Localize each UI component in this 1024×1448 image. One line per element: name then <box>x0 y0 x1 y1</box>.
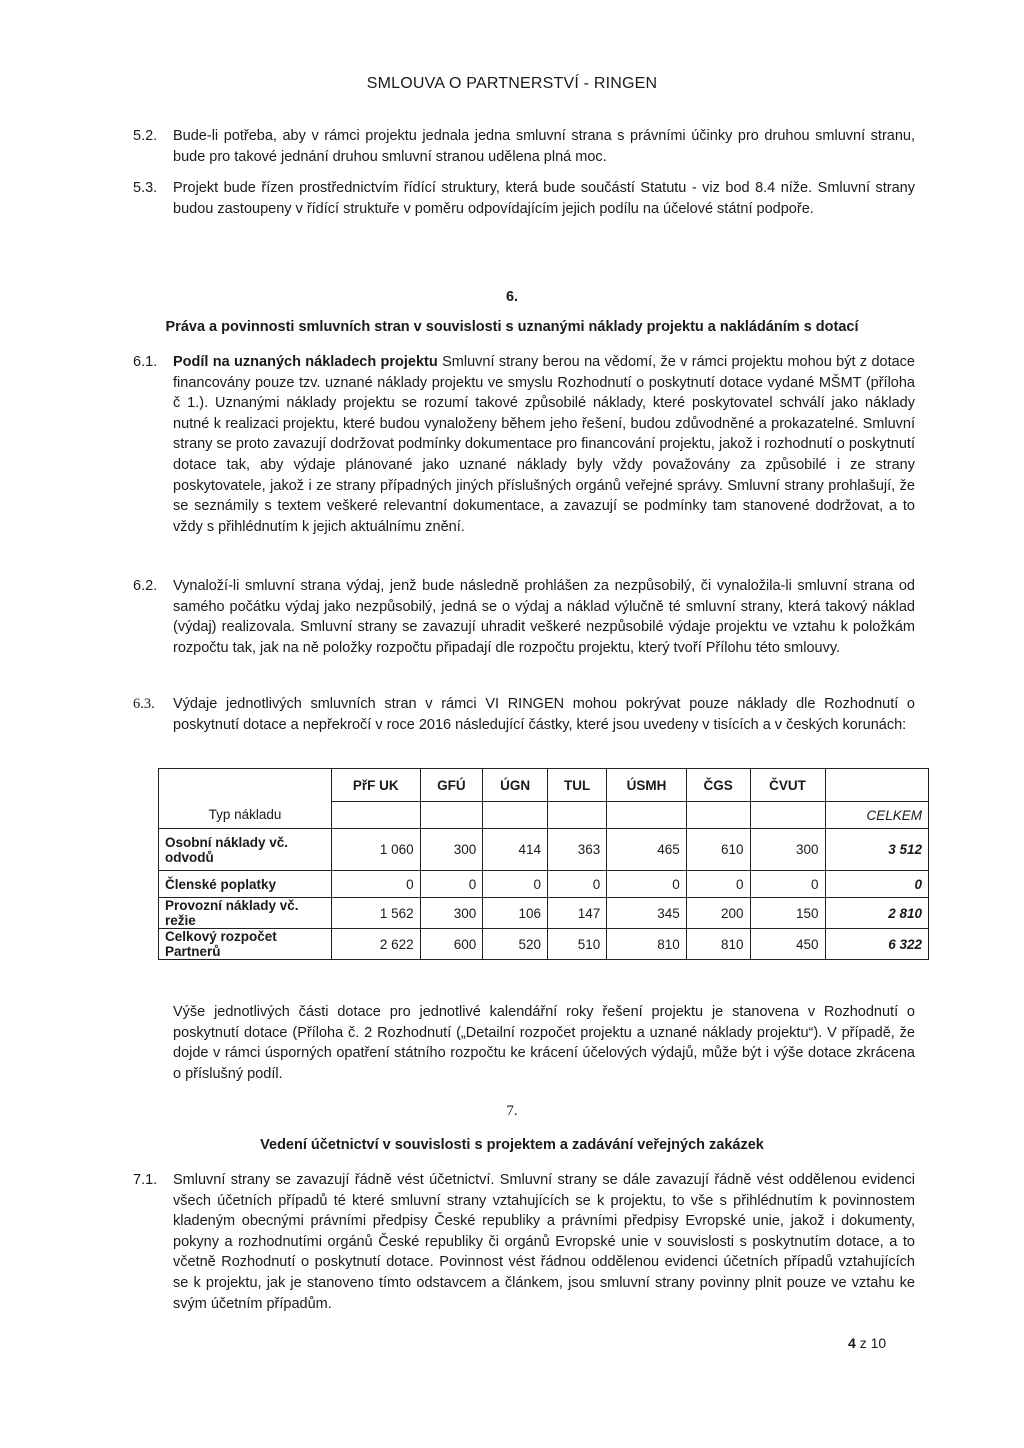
clause-text <box>173 352 915 537</box>
cell: 0 <box>420 871 483 898</box>
cell: 465 <box>607 829 687 871</box>
row-total: 6 322 <box>825 929 928 960</box>
column-header: ÚGN <box>483 769 548 802</box>
cell: 300 <box>420 898 483 929</box>
cell: 0 <box>483 871 548 898</box>
table-corner <box>159 769 332 802</box>
clause-text: Vynaloží-li smluvní strana výdaj, jenž bude následně prohlášen za nezpůsobilý, či vynaložila-li smluvní strana od samého počátku výdaj jako nezpůsobilý, jedná se o výdaj a náklad výlučně té smluvní strany, která takový náklad (výdaj) realizovala. Smluvní strany se zavazují uhradit veškeré nezpůsobilé výdaje projektu ve vztahu k položkám rozpočtu tak, jak na ně položky rozpočtu připadají dle rozpočtu projektu, který tvoří Přílohu této smlouvy. <box>173 578 915 656</box>
cell: 150 <box>750 898 825 929</box>
cell: 414 <box>483 829 548 871</box>
after-table-paragraph <box>173 1002 915 1084</box>
column-header: GFÚ <box>420 769 483 802</box>
cell: 0 <box>750 871 825 898</box>
cell: 300 <box>750 829 825 871</box>
table-header-row <box>159 769 929 802</box>
row-label: Celkový rozpočet Partnerů <box>159 929 332 960</box>
clause-number: 6.1. <box>133 354 158 370</box>
section-6-number: 6. <box>505 289 519 305</box>
page-header: SMLOUVA O PARTNERSTVÍ - RINGEN <box>366 75 658 92</box>
row-label: Členské poplatky <box>159 871 332 898</box>
cell: 600 <box>420 929 483 960</box>
cell: 300 <box>420 829 483 871</box>
clause-number: 7.1. <box>133 1172 158 1188</box>
table-row <box>159 829 929 871</box>
column-header: ÚSMH <box>607 769 687 802</box>
row-label: Provozní náklady vč. režie <box>159 898 332 929</box>
column-header: ČVUT <box>750 769 825 802</box>
cell: 200 <box>686 898 750 929</box>
clause-number: 5.3. <box>133 180 158 196</box>
row-total: 0 <box>825 871 928 898</box>
cell: 510 <box>548 929 607 960</box>
cell: 147 <box>548 898 607 929</box>
cell: 520 <box>483 929 548 960</box>
paragraph-text: Výše jednotlivých části dotace pro jednotlivé kalendářní roky řešení projektu je stanovena v Rozhodnutí o poskytnutí dotace (Příloha č. 2 Rozhodnutí („Detailní rozpočet projektu a uznané náklady projektu“). V případě, že dojde v rámci úsporných opatření státního rozpočtu ke krácení účelových výdajů, může být i výše dotace zkrácena o příslušný podíl. <box>173 1004 915 1082</box>
clause-text: Bude-li potřeba, aby v rámci projektu jednala jedna smluvní strana s právními účinky pro druhou smluvní stranu, bude pro takové jednání druhou smluvní stranou udělena plná moc. <box>173 128 915 165</box>
row-label: Osobní náklady vč. odvodů <box>159 829 332 871</box>
cell: 363 <box>548 829 607 871</box>
cell: 0 <box>332 871 421 898</box>
cell: 450 <box>750 929 825 960</box>
column-header: TUL <box>548 769 607 802</box>
page-total: z 10 <box>859 1335 887 1351</box>
clause-body: Smluvní strany berou na vědomí, že v rámci projektu mohou být z dotace financovány pouze tzv. uznané náklady projektu ve smyslu Rozhodnutí o poskytnutí dotace vydané MŠMT (příloha č 1.). Uznanými náklady projektu se rozumí takové způsobilé náklady, které poskytovatel schválí jako náklady nutné k realizaci projektu, které budou vynaloženy během jeho řešení, budou zdůvodněné a prokazatelné. Smluvní strany se proto zavazují dodržovat podmínky dokumentace pro financování projektu, jakož i rozhodnutí o poskytnutí dotace tak, aby výdaje plánované jako uznané náklady byly vždy považovány za způsobilé i ze strany poskytovatele, jakož i ze strany případných jiných příslušných orgánů veřejné správy. Smluvní strany prohlašují, že se seznámily s textem veškeré relevantní dokumentace, a zavazují se podmínky tam stanovené dodržovat, a to vždy s přihlédnutím k jejich aktuálnímu znění. <box>173 354 915 535</box>
table-row <box>159 929 929 960</box>
page-number <box>848 1335 886 1351</box>
row-total: 3 512 <box>825 829 928 871</box>
cell: 0 <box>686 871 750 898</box>
section-7-title: Vedení účetnictví v souvislosti s projektem a zadávání veřejných zakázek <box>260 1137 764 1153</box>
cell: 610 <box>686 829 750 871</box>
clause-5-2 <box>133 126 915 167</box>
cell: 0 <box>548 871 607 898</box>
cell: 1 060 <box>332 829 421 871</box>
cell: 810 <box>607 929 687 960</box>
table-row <box>159 898 929 929</box>
section-6-title: Práva a povinnosti smluvních stran v souvislosti s uznanými náklady projektu a nakládáním s dotací <box>165 319 859 335</box>
current-page: 4 <box>848 1335 856 1351</box>
row-total: 2 810 <box>825 898 928 929</box>
clause-text: Smluvní strany se zavazují řádně vést účetnictví. Smluvní strany se dále zavazují řádně vést oddělenou evidenci všech účetních případů té které smluvní strany vztahujících se k projektu, to vše s přihlédnutím k povinnostem kladeným obecnými právními předpisy České republiky a právními předpisy Evropské unie, jakož i dokumenty, pokyny a rozhodnutími orgánů České republiky či orgánů Evropské unie v souvislosti s poskytnutím dotace, a to včetně Rozhodnutí o poskytnutí dotace. Povinnost vést řádnou oddělenou evidenci účetních případů vztahujících se k projektu, jak je stanoveno tímto odstavcem a článkem, jsou smluvní strany povinny plnit pouze ve vztahu ke svým účetním případům. <box>173 1172 915 1312</box>
clause-lead: Podíl na uznaných nákladech projektu <box>173 354 438 370</box>
clause-6-2 <box>133 576 915 658</box>
cell: 2 622 <box>332 929 421 960</box>
cell: 0 <box>607 871 687 898</box>
budget-table <box>158 768 929 960</box>
column-header-empty <box>825 769 928 802</box>
cell: 345 <box>607 898 687 929</box>
clause-number: 6.2. <box>133 578 158 594</box>
table-type-row <box>159 802 929 829</box>
clause-5-3 <box>133 178 915 219</box>
cell: 1 562 <box>332 898 421 929</box>
clause-text: Projekt bude řízen prostřednictvím řídící struktury, která bude součástí Statutu - viz bod 8.4 níže. Smluvní strany budou zastoupeny v řídící struktuře v poměru odpovídajícím jejich podílu na účelové státní podpoře. <box>173 180 915 217</box>
section-7-number: 7. <box>506 1103 518 1119</box>
clause-7-1 <box>133 1170 915 1314</box>
clause-6-1 <box>133 352 915 537</box>
type-label: Typ nákladu <box>159 802 332 829</box>
table-row <box>159 871 929 898</box>
cell: 810 <box>686 929 750 960</box>
clause-number: 5.2. <box>133 128 158 144</box>
cell: 106 <box>483 898 548 929</box>
total-label: CELKEM <box>825 802 928 829</box>
clause-text: Výdaje jednotlivých smluvních stran v rámci VI RINGEN mohou pokrývat pouze náklady dle Rozhodnutí o poskytnutí dotace a nepřekročí v roce 2016 následující částky, které jsou uvedeny v tisících a v českých korunách: <box>173 696 915 733</box>
clause-number: 6.3. <box>133 696 155 712</box>
clause-6-3 <box>133 694 915 735</box>
column-header: PřF UK <box>332 769 421 802</box>
column-header: ČGS <box>686 769 750 802</box>
